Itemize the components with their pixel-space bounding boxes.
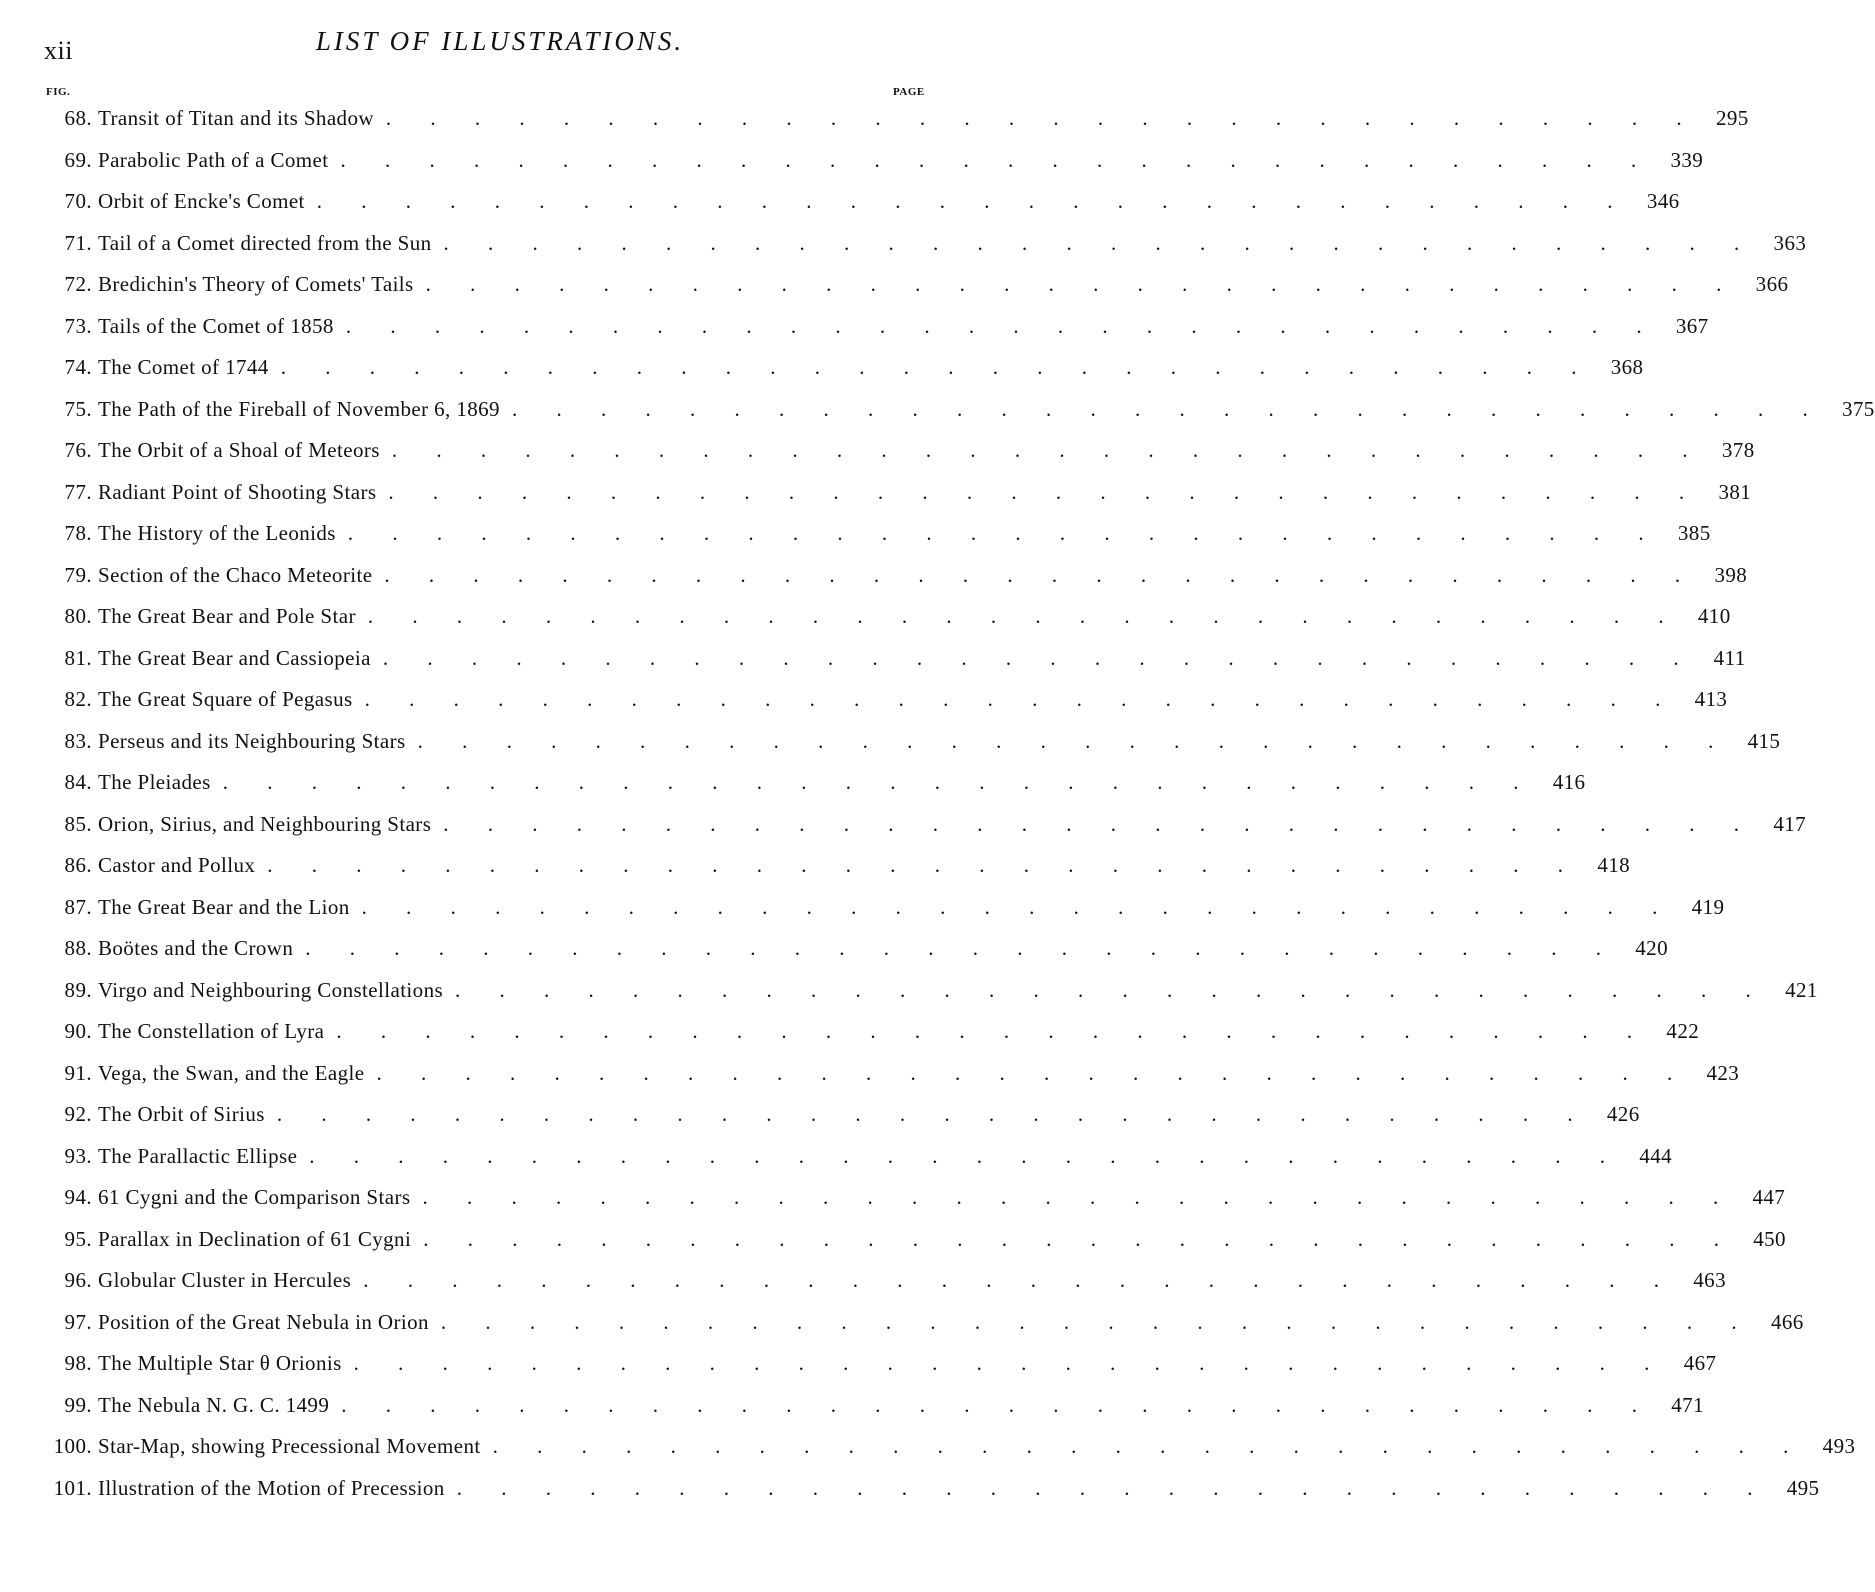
page-reference: 416: [1552, 770, 1586, 795]
dot-leader: . . . . . . . . . . . . . . . . . . . . . . . . . . . . . .: [347, 521, 1661, 546]
dot-leader: . . . . . . . . . . . . . . . . . . . . . . . . . . . . . .: [443, 811, 1757, 836]
figure-title: The Nebula N. G. C. 1499: [98, 1392, 330, 1417]
page-column-label: PAGE: [893, 86, 925, 98]
page-reference: 417: [1773, 811, 1807, 836]
list-item: [46, 1053, 1740, 1095]
list-item: [46, 887, 1725, 929]
figure-title: The Orbit of Sirius: [98, 1102, 265, 1127]
figure-title: Virgo and Neighbouring Constellations: [98, 977, 444, 1002]
figure-title: Castor and Pollux: [98, 853, 256, 878]
figure-number: 74.: [64, 355, 92, 380]
page-reference: 381: [1718, 479, 1752, 504]
list-item: [46, 596, 1731, 638]
figure-title: Orion, Sirius, and Neighbouring Stars: [98, 811, 432, 836]
page-reference: 367: [1675, 313, 1709, 338]
page-reference: 295: [1715, 106, 1749, 131]
figure-number: 94.: [64, 1185, 92, 1210]
list-item: [46, 181, 1680, 223]
figure-number: 91.: [64, 1060, 92, 1085]
figure-number: 70.: [64, 189, 92, 214]
figure-number: 84.: [64, 770, 92, 795]
list-item: [46, 1219, 1786, 1261]
dot-leader: . . . . . . . . . . . . . . . . . . . . . . . . . . . . . .: [456, 1475, 1770, 1500]
list-item: [46, 513, 1711, 555]
dot-leader: . . . . . . . . . . . . . . . . . . . . . . . . . . . . . .: [443, 230, 1757, 255]
figure-title: The Great Bear and Pole Star: [98, 604, 356, 629]
page-reference: 418: [1597, 853, 1631, 878]
figure-number: 93.: [64, 1143, 92, 1168]
list-item: [46, 430, 1755, 472]
figure-title: Orbit of Encke's Comet: [98, 189, 305, 214]
figure-number: 69.: [64, 147, 92, 172]
list-item: [46, 1426, 1856, 1468]
page-reference: 495: [1786, 1475, 1820, 1500]
page-reference: 419: [1691, 894, 1725, 919]
figure-number: 76.: [64, 438, 92, 463]
dot-leader: . . . . . . . . . . . . . . . . . . . . . . . . . . . . . .: [309, 1143, 1623, 1168]
dot-leader: . . . . . . . . . . . . . . . . . . . . . . . . . . . . . .: [336, 1019, 1650, 1044]
figure-title: The Pleiades: [98, 770, 211, 795]
figure-title: Illustration of the Motion of Precession: [98, 1475, 445, 1500]
page-reference: 444: [1639, 1143, 1673, 1168]
figure-number: 98.: [64, 1351, 92, 1376]
figure-number: 101.: [53, 1475, 92, 1500]
dot-leader: . . . . . . . . . . . . . . . . . . . . . . . . . . . . . .: [417, 728, 1731, 753]
dot-leader: . . . . . . . . . . . . . . . . . . . . . . . . . . . . . .: [276, 1102, 1590, 1127]
figure-title: Bredichin's Theory of Comets' Tails: [98, 272, 414, 297]
figure-title: The History of the Leonids: [98, 521, 336, 546]
page-reference: 375: [1841, 396, 1875, 421]
dot-leader: . . . . . . . . . . . . . . . . . . . . . . . . . . . . . .: [280, 355, 1594, 380]
illustrations-list: [46, 98, 1875, 1509]
list-item: [46, 1094, 1640, 1136]
list-item: [46, 845, 1631, 887]
page-reference: 411: [1713, 645, 1746, 670]
dot-leader: . . . . . . . . . . . . . . . . . . . . . . . . . . . . . .: [353, 1351, 1667, 1376]
list-item: [46, 98, 1749, 140]
figure-number: 92.: [64, 1102, 92, 1127]
page-reference: 450: [1753, 1226, 1786, 1251]
figure-title: Section of the Chaco Meteorite: [98, 562, 373, 587]
page-reference: 368: [1610, 355, 1644, 380]
dot-leader: . . . . . . . . . . . . . . . . . . . . . . . . . . . . . .: [511, 396, 1825, 421]
figure-number: 82.: [64, 687, 92, 712]
figure-number: 73.: [64, 313, 92, 338]
figure-title: Parabolic Path of a Comet: [98, 147, 329, 172]
dot-leader: . . . . . . . . . . . . . . . . . . . . . . . . . . . . . .: [341, 1392, 1654, 1417]
dot-leader: . . . . . . . . . . . . . . . . . . . . . . . . . . . . . .: [382, 645, 1696, 670]
figure-number: 95.: [64, 1226, 92, 1251]
list-item: [46, 264, 1789, 306]
list-item: [46, 1260, 1726, 1302]
list-item: [46, 638, 1746, 680]
figure-title: The Great Bear and Cassiopeia: [98, 645, 371, 670]
figure-title: Parallax in Declination of 61 Cygni: [98, 1226, 412, 1251]
page-title: LIST OF ILLUSTRATIONS.: [315, 26, 685, 56]
page-reference: 378: [1721, 438, 1755, 463]
figure-number: 71.: [64, 230, 92, 255]
figure-number: 97.: [64, 1309, 92, 1334]
figure-number: 87.: [64, 894, 92, 919]
page-reference: 421: [1785, 977, 1818, 1002]
figure-number: 100.: [53, 1434, 92, 1459]
list-item: [46, 223, 1807, 265]
list-item: [46, 1302, 1804, 1344]
dot-leader: . . . . . . . . . . . . . . . . . . . . . . . . . . . . . .: [388, 479, 1702, 504]
dot-leader: . . . . . . . . . . . . . . . . . . . . . . . . . . . . . .: [385, 106, 1699, 131]
page-reference: 467: [1683, 1351, 1717, 1376]
page-reference: 420: [1635, 936, 1668, 961]
figure-number: 80.: [64, 604, 92, 629]
figure-number: 78.: [64, 521, 92, 546]
page-reference: 471: [1671, 1392, 1704, 1417]
figure-number: 99.: [64, 1392, 92, 1417]
dot-leader: . . . . . . . . . . . . . . . . . . . . . . . . . . . . . .: [316, 189, 1630, 214]
figure-number: 72.: [64, 272, 92, 297]
dot-leader: . . . . . . . . . . . . . . . . . . . . . . . . . . . . . .: [422, 1185, 1736, 1210]
dot-leader: . . . . . . . . . . . . . . . . . . . . . . . . . . . . . .: [423, 1226, 1736, 1251]
figure-number: 68.: [64, 106, 92, 131]
figure-title: Tails of the Comet of 1858: [98, 313, 334, 338]
figure-title: The Comet of 1744: [98, 355, 269, 380]
figure-title: The Great Square of Pegasus: [98, 687, 353, 712]
list-item: [46, 928, 1668, 970]
page-reference: 410: [1697, 604, 1731, 629]
page-reference: 426: [1606, 1102, 1640, 1127]
page-reference: 385: [1677, 521, 1711, 546]
list-item: [46, 140, 1704, 182]
figure-title: The Multiple Star θ Orionis: [98, 1351, 342, 1376]
list-item: [46, 1343, 1717, 1385]
page-reference: 466: [1770, 1309, 1804, 1334]
list-item: [46, 555, 1748, 597]
figure-number: 86.: [64, 853, 92, 878]
page-reference: 463: [1693, 1268, 1726, 1293]
dot-leader: . . . . . . . . . . . . . . . . . . . . . . . . . . . . . .: [376, 1060, 1690, 1085]
dot-leader: . . . . . . . . . . . . . . . . . . . . . . . . . . . . . .: [364, 687, 1678, 712]
page-reference: 415: [1747, 728, 1781, 753]
figure-number: 96.: [64, 1268, 92, 1293]
figure-title: Perseus and its Neighbouring Stars: [98, 728, 406, 753]
list-item: [46, 306, 1709, 348]
figure-title: Tail of a Comet directed from the Sun: [98, 230, 432, 255]
dot-leader: . . . . . . . . . . . . . . . . . . . . . . . . . . . . . .: [367, 604, 1681, 629]
page-reference: 346: [1646, 189, 1680, 214]
figure-title: Globular Cluster in Hercules: [98, 1268, 352, 1293]
page-number: xii: [44, 36, 73, 65]
page-reference: 366: [1755, 272, 1789, 297]
figure-title: The Path of the Fireball of November 6, 1869: [98, 396, 500, 421]
page-reference: 423: [1706, 1060, 1740, 1085]
list-item: [46, 679, 1728, 721]
figure-number: 81.: [64, 645, 92, 670]
figure-number: 79.: [64, 562, 92, 587]
figure-title: Boötes and the Crown: [98, 936, 294, 961]
page-reference: 422: [1666, 1019, 1700, 1044]
figure-number: 83.: [64, 728, 92, 753]
list-item: [46, 1385, 1704, 1427]
dot-leader: . . . . . . . . . . . . . . . . . . . . . . . . . . . . . .: [361, 894, 1675, 919]
dot-leader: . . . . . . . . . . . . . . . . . . . . . . . . . . . . . .: [363, 1268, 1676, 1293]
list-item: [46, 472, 1752, 514]
figure-number: 90.: [64, 1019, 92, 1044]
list-item: [46, 1136, 1673, 1178]
dot-leader: . . . . . . . . . . . . . . . . . . . . . . . . . . . . . .: [305, 936, 1618, 961]
figure-number: 88.: [64, 936, 92, 961]
figure-title: Transit of Titan and its Shadow: [98, 106, 374, 131]
dot-leader: . . . . . . . . . . . . . . . . . . . . . . . . . . . . . .: [425, 272, 1739, 297]
list-item: [46, 721, 1781, 763]
list-item: [46, 970, 1818, 1012]
page-reference: 413: [1694, 687, 1728, 712]
dot-leader: . . . . . . . . . . . . . . . . . . . . . . . . . . . . . .: [455, 977, 1768, 1002]
list-item: [46, 1011, 1700, 1053]
page-reference: 398: [1714, 562, 1748, 587]
list-item: [46, 762, 1586, 804]
dot-leader: . . . . . . . . . . . . . . . . . . . . . . . . . . . . . .: [267, 853, 1581, 878]
figure-title: Radiant Point of Shooting Stars: [98, 479, 377, 504]
list-item: [46, 1468, 1820, 1510]
figure-title: The Constellation of Lyra: [98, 1019, 325, 1044]
page-reference: 447: [1752, 1185, 1786, 1210]
figure-number: 89.: [64, 977, 92, 1002]
list-item: [46, 389, 1875, 431]
list-item: [46, 1177, 1786, 1219]
page-reference: 363: [1773, 230, 1807, 255]
dot-leader: . . . . . . . . . . . . . . . . . . . . . . . . . . . . . .: [391, 438, 1705, 463]
list-item: [46, 347, 1644, 389]
figure-number: 77.: [64, 479, 92, 504]
dot-leader: . . . . . . . . . . . . . . . . . . . . . . . . . . . . . .: [440, 1309, 1754, 1334]
figure-title: Vega, the Swan, and the Eagle: [98, 1060, 365, 1085]
page-reference: 493: [1822, 1434, 1856, 1459]
figure-title: The Great Bear and the Lion: [98, 894, 350, 919]
dot-leader: . . . . . . . . . . . . . . . . . . . . . . . . . . . . . .: [340, 147, 1654, 172]
figure-title: Star-Map, showing Precessional Movement: [98, 1434, 481, 1459]
dot-leader: . . . . . . . . . . . . . . . . . . . . . . . . . . . . . .: [492, 1434, 1806, 1459]
figure-title: The Parallactic Ellipse: [98, 1143, 298, 1168]
list-item: [46, 804, 1807, 846]
figure-number: 75.: [64, 396, 92, 421]
page-reference: 339: [1670, 147, 1704, 172]
dot-leader: . . . . . . . . . . . . . . . . . . . . . . . . . . . . . .: [222, 770, 1536, 795]
fig-column-label: FIG.: [46, 86, 71, 98]
figure-title: 61 Cygni and the Comparison Stars: [98, 1185, 411, 1210]
figure-title: The Orbit of a Shoal of Meteors: [98, 438, 380, 463]
figure-title: Position of the Great Nebula in Orion: [98, 1309, 429, 1334]
dot-leader: . . . . . . . . . . . . . . . . . . . . . . . . . . . . . .: [384, 562, 1698, 587]
dot-leader: . . . . . . . . . . . . . . . . . . . . . . . . . . . . . .: [345, 313, 1659, 338]
figure-number: 85.: [64, 811, 92, 836]
